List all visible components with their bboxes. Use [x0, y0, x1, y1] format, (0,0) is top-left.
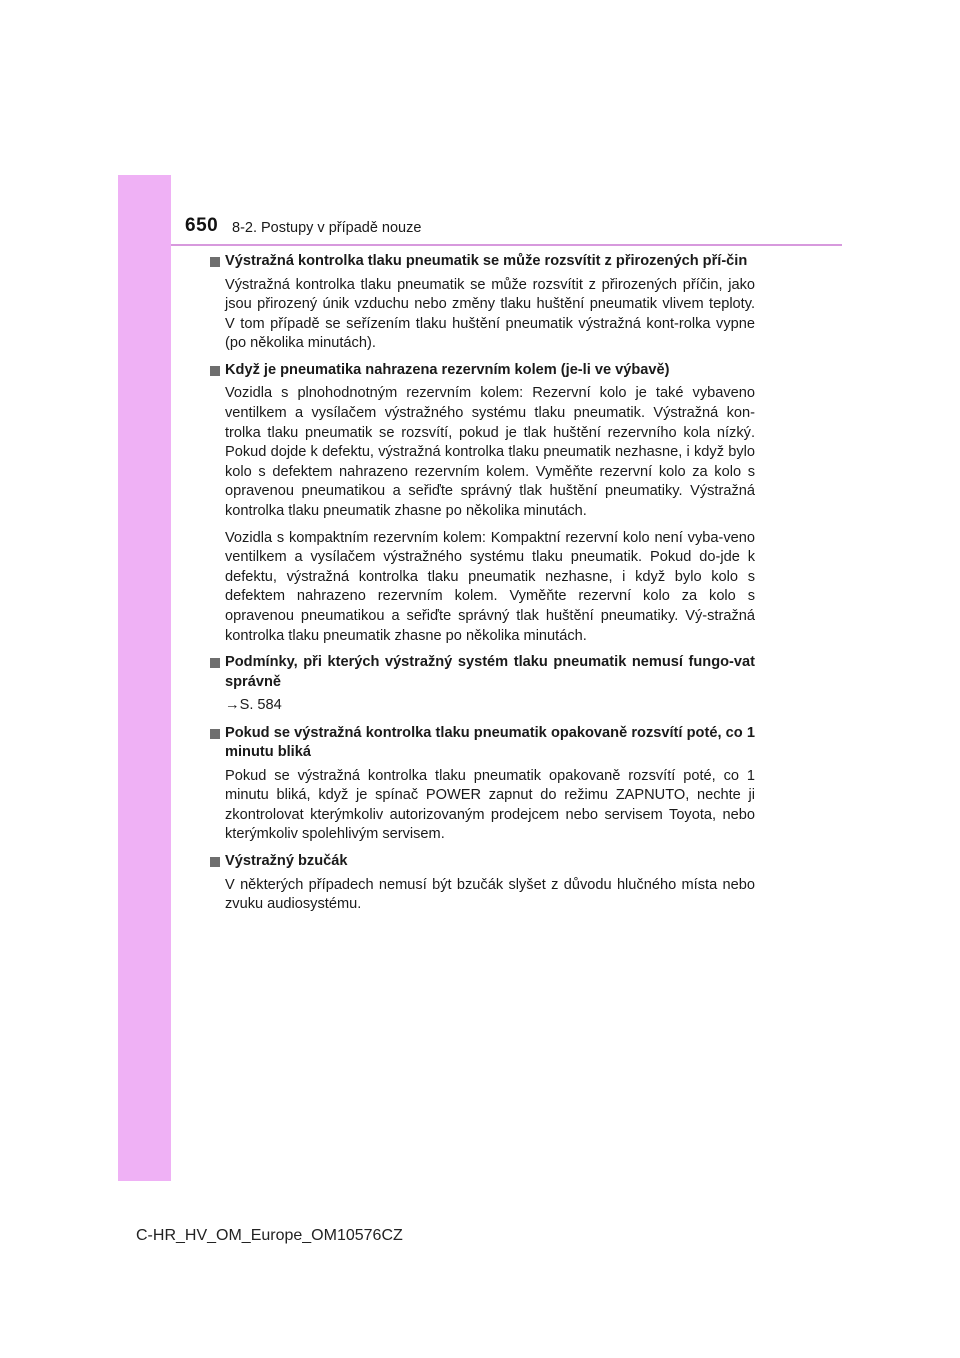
- section-heading: [210, 724, 755, 763]
- page-content: [210, 252, 755, 922]
- section-paragraph: Vozidla s plnohodnotným rezervním kolem: Rezervní kolo je také vybaveno ventilkem a vysílačem výstražného systému tlaku pneumatik. Výstražná kon-trolka tlaku pneumatik se rozsvítí, pokud je tlak huštění rezervního kola nízký. Pokud dojde k defektu, výstražná kontrolka tlaku pneumatik nezhasne, i když bylo kolo s defektem nahrazeno rezervním kolem. Vyměňte rezervní kolo za kolo s opravenou pneumatikou a seřiďte správný tlak huštění pneumatiky. Výstražná kontrolka tlaku pneumatik zhasne po několika minutách.: [225, 385, 755, 519]
- section-warning-buzzer: [210, 852, 755, 915]
- square-bullet-icon: [210, 729, 220, 739]
- section-heading-text: Výstražná kontrolka tlaku pneumatik se může rozsvítit z přirozených pří-čin: [225, 253, 748, 269]
- chapter-side-band: [118, 175, 171, 1181]
- section-heading: [210, 653, 755, 692]
- section-heading-text: Když je pneumatika nahrazena rezervním kolem (je-li ve výbavě): [225, 361, 670, 378]
- square-bullet-icon: [210, 857, 220, 867]
- section-paragraph: Pokud se výstražná kontrolka tlaku pneumatik opakovaně rozsvítí poté, co 1 minutu bliká, když je spínač POWER zapnut do režimu ZAPNUTO, nechte ji zkontrolovat kterýmkoliv autorizovaným prodejcem nebo servisem Toyota, nebo kterýmkoliv spolehlivým servisem.: [225, 767, 755, 843]
- section-paragraph: V některých případech nemusí být bzučák slyšet z důvodu hlučného místa nebo zvuku audiosystému.: [225, 876, 755, 913]
- header-rule: [171, 244, 842, 246]
- section-heading-text: Podmínky, při kterých výstražný systém tlaku pneumatik nemusí fungo-vat správně: [225, 654, 755, 690]
- section-natural-causes: [210, 252, 755, 354]
- square-bullet-icon: [210, 658, 220, 668]
- section-paragraph: Výstražná kontrolka tlaku pneumatik se může rozsvítit z přirozených příčin, jako jsou přirozený únik vzduchu nebo změny tlaku huštění pneumatik vlivem teploty. V tom případě se seřízením tlaku huštění pneumatik výstražná kont-rolka vypne (po několika minutách).: [225, 276, 755, 352]
- section-heading: [210, 852, 755, 872]
- section-paragraph: Vozidla s kompaktním rezervním kolem: Kompaktní rezervní kolo není vyba-veno ventilkem a vysílačem výstražného systému tlaku pneumatik. Pokud do-jde k defektu, výstražná kontrolka tlaku pneumatik nezhasne, i když bylo kolo s defektem nahrazeno rezervním kolem. Vyměňte rezervní kolo za kolo s opravenou pneumatikou a seřiďte správný tlak huštění pneumatiky. Vý-stražná kontrolka tlaku pneumatik zhasne po několika minutách.: [225, 529, 755, 644]
- section-conditions: [210, 653, 755, 716]
- section-title: 8-2. Postupy v případě nouze: [232, 220, 422, 236]
- section-repeated-light: [210, 724, 755, 845]
- square-bullet-icon: [210, 257, 220, 267]
- section-heading-text: Výstražný bzučák: [225, 853, 348, 870]
- section-heading: [210, 361, 755, 381]
- square-bullet-icon: [210, 366, 220, 376]
- section-heading: [210, 252, 755, 272]
- page-number: 650: [185, 215, 219, 236]
- section-spare-wheel: [210, 361, 755, 646]
- page-reference: →S. 584: [225, 697, 282, 714]
- document-code: C-HR_HV_OM_Europe_OM10576CZ: [136, 1227, 403, 1244]
- section-heading-text: Pokud se výstražná kontrolka tlaku pneumatik opakovaně rozsvítí poté, co 1 minutu bliká: [225, 724, 755, 761]
